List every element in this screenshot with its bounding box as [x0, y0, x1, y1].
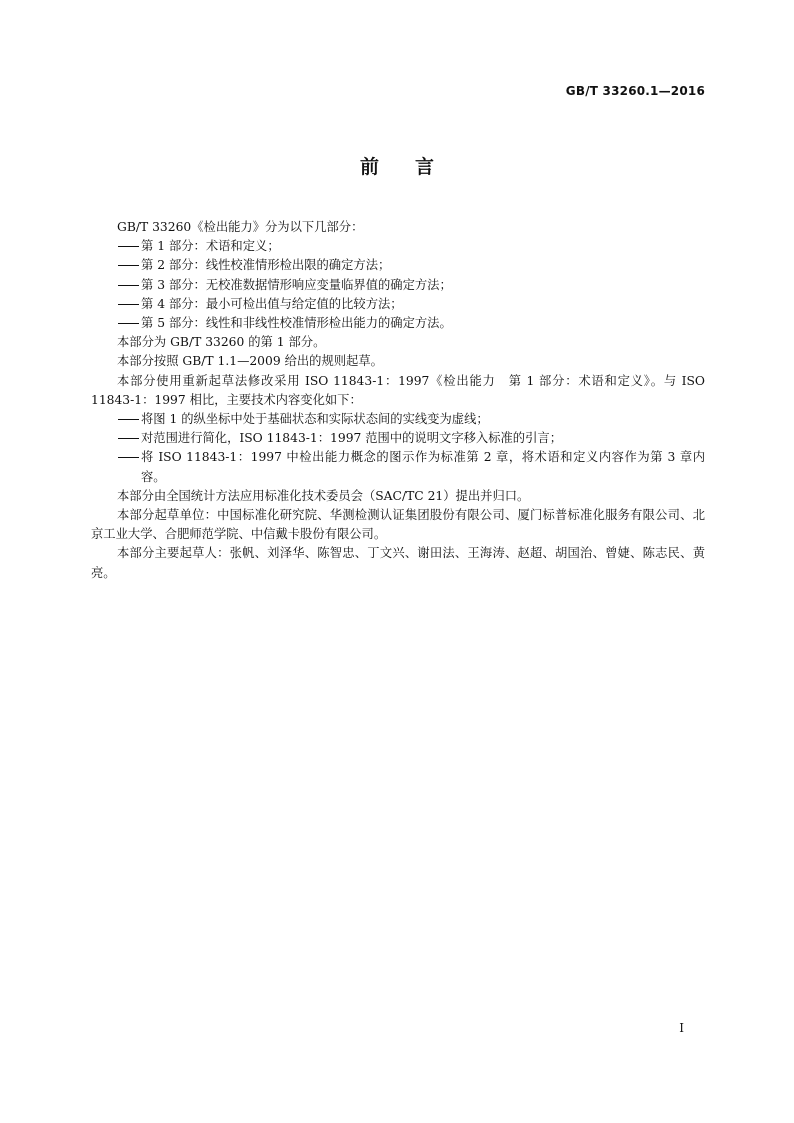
list-item-text: 对范围进行简化，ISO 11843-1：1997 范围中的说明文字移入标准的引言；	[141, 431, 562, 446]
list-item-text: 第 1 部分：术语和定义；	[141, 239, 280, 254]
page-number: I	[679, 1021, 684, 1035]
list-item	[91, 448, 705, 486]
list-item-text: 将图 1 的纵坐标中处于基础状态和实际状态间的实线变为虚线；	[141, 412, 489, 427]
list-item-text: 第 3 部分：无校准数据情形响应变量临界值的确定方法；	[141, 277, 452, 292]
list-item	[91, 237, 705, 256]
list-item	[91, 295, 705, 314]
list-item-text: 第 2 部分：线性校准情形检出限的确定方法；	[141, 258, 391, 273]
paragraph: 本部分主要起草人：张帆、刘泽华、陈智忠、丁文兴、谢田法、王海涛、赵超、胡国治、曾婕、陈志民、黄亮。	[91, 546, 705, 580]
list-item	[91, 410, 705, 429]
paragraph: 本部分由全国统计方法应用标准化技术委员会（SAC/TC 21）提出并归口。	[117, 488, 530, 503]
page-title: 前言	[359, 156, 470, 178]
list-item	[91, 429, 705, 448]
list-item	[91, 256, 705, 275]
list-item	[91, 314, 705, 333]
paragraph: 本部分按照 GB/T 1.1—2009 给出的规则起草。	[117, 354, 383, 369]
paragraph: 本部分使用重新起草法修改采用 ISO 11843-1：1997《检出能力 第 1 部分：术语和定义》。与 ISO 11843-1：1997 相比，主要技术内容变化如下：	[91, 373, 705, 407]
paragraph: 本部分为 GB/T 33260 的第 1 部分。	[117, 335, 326, 350]
list-item-text: 第 5 部分：线性和非线性校准情形检出能力的确定方法。	[141, 316, 452, 331]
paragraph: 本部分起草单位：中国标准化研究院、华测检测认证集团股份有限公司、厦门标普标准化服务有限公司、北京工业大学、合肥师范学院、中信戴卡股份有限公司。	[91, 508, 705, 542]
paragraph: GB/T 33260《检出能力》分为以下几部分：	[117, 220, 364, 234]
list-item-text: 第 4 部分：最小可检出值与给定值的比较方法；	[141, 296, 403, 311]
list-item-text: 将 ISO 11843-1：1997 中检出能力概念的图示作为标准第 2 章，将术语和定义内容作为第 3 章内容。	[141, 450, 705, 484]
foreword-body	[91, 218, 705, 583]
standard-number: GB/T 33260.1—2016	[565, 84, 705, 98]
list-item	[91, 276, 705, 295]
